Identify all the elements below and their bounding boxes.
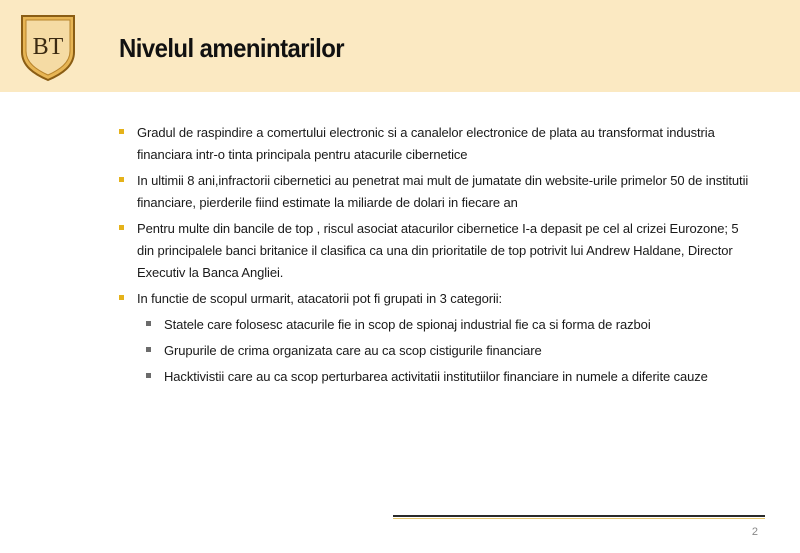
footer-divider [393,515,765,517]
page-number: 2 [751,526,758,538]
bullet-item: Pentru multe din bancile de top , riscul asociat atacurilor cibernetice I-a depasit pe cel al crizei Eurozone; 5 din principalele banci britanice il clasifica ca una din prioritatile de top potrivit lui Andrew Haldane, Director Executiv la Banca Angliei. [118,218,758,284]
sub-bullet-item: Statele care folosesc atacurile fie in scop de spionaj industrial fie ca si forma de razboi [118,314,758,336]
bullet-item: In functie de scopul urmarit, atacatorii pot fi grupati in 3 categorii: [118,288,758,310]
footer-divider-accent [393,518,765,519]
page-title: Nivelul amenintarilor [119,33,345,63]
bullet-item: Gradul de raspindire a comertului electronic si a canalelor electronice de plata au transformat industria financiara intr-o tinta principala pentru atacurile cibernetice [118,122,758,166]
bullet-list [118,122,758,392]
sub-bullet-item: Grupurile de crima organizata care au ca scop cistigurile financiare [118,340,758,362]
logo-text: BT [32,34,64,60]
header-band [0,0,800,92]
bt-logo-icon [18,12,78,82]
sub-bullet-item: Hacktivistii care au ca scop perturbarea activitatii institutiilor financiare in numele a diferite cauze [118,366,758,388]
bullet-item: In ultimii 8 ani,infractorii cibernetici au penetrat mai mult de jumatate din website-urile primelor 50 de institutii financiare, pierderile fiind estimate la miliarde de dolari in fiecare an [118,170,758,214]
